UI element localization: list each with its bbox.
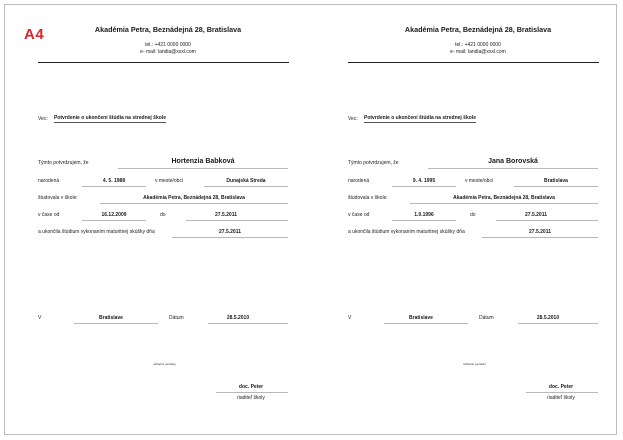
header-divider [348, 62, 599, 63]
to-underline [496, 220, 598, 221]
place-underline [384, 323, 468, 324]
to-label: do [470, 212, 476, 218]
born-date: 9. 4. 1995 [412, 178, 436, 184]
exam-date: 27.5.2011 [219, 229, 241, 235]
confirm-label: Týmto potvrdzujem, že [38, 160, 89, 166]
exam-label: a ukončila štúdium vykonaním maturitnej skúšky dňa [348, 229, 465, 235]
date-underline [518, 323, 598, 324]
to-label: do [160, 212, 166, 218]
date-label: Dátum [479, 315, 494, 321]
exam-underline [172, 237, 288, 238]
header-phone: tel.: +421 0000 0000 [455, 42, 501, 48]
signature-line [526, 392, 598, 393]
place-label: V [38, 315, 42, 321]
born-date: 4. 5. 1988 [102, 178, 126, 184]
institution-header: Akadémia Petra, Beznádejná 28, Bratislava [94, 25, 242, 34]
born-underline [82, 186, 146, 187]
from-date: 16.12.2009 [101, 212, 127, 218]
studied-label: študovala v škole: [348, 195, 388, 201]
signer-name: doc. Peter [548, 384, 574, 390]
place-label: V [348, 315, 352, 321]
city-underline [514, 186, 598, 187]
born-underline [392, 186, 456, 187]
place: Bratislave [409, 315, 433, 321]
school-underline [410, 203, 598, 204]
from-date: 1.9.1996 [414, 212, 434, 218]
born-label: narodená [38, 178, 60, 184]
exam-label: a ukončila štúdium vykonaním maturitnej skúšky dňa [38, 229, 155, 235]
exam-date: 27.5.2011 [529, 229, 551, 235]
signature-line [216, 392, 288, 393]
signer-role: riaditeľ školy [547, 395, 575, 401]
signer-name: doc. Peter [238, 384, 264, 390]
subject-text: Potvrdenie o ukončení štúdia na strednej škole [54, 115, 166, 121]
institution-header: Akadémia Petra, Beznádejná 28, Bratislava [404, 25, 552, 34]
confirm-label: Týmto potvrdzujem, že [348, 160, 399, 166]
header-divider [38, 62, 289, 63]
stamp-note: odtlačok pečiatky [463, 362, 487, 366]
from-underline [82, 220, 146, 221]
issue-date: 28.5.2010 [226, 315, 250, 321]
city-underline [204, 186, 288, 187]
document-sheet [4, 4, 617, 435]
stamp-note: odtlačok pečiatky [153, 362, 177, 366]
subject-label: Vec: [348, 116, 358, 122]
page-size-badge: A4 [24, 26, 45, 43]
header-phone: tel.: +421 0000 0000 [145, 42, 191, 48]
date-underline [208, 323, 288, 324]
to-date: 27.5.2011 [525, 212, 547, 218]
born-label: narodená [348, 178, 370, 184]
city-label: v meste/obci [465, 178, 494, 184]
from-label: v čase od [348, 212, 370, 218]
school-name: Akadémia Petra, Beznádejná 28, Bratislava [453, 195, 555, 201]
subject-label: Vec: [38, 116, 48, 122]
birth-city: Dunajská Streda [226, 178, 266, 184]
subject-text: Potvrdenie o ukončení štúdia na strednej škole [364, 115, 476, 121]
certificate-page-1 [38, 5, 298, 436]
studied-label: študovala v škole: [38, 195, 78, 201]
to-underline [186, 220, 288, 221]
name-underline [118, 168, 288, 169]
school-underline [100, 203, 288, 204]
from-underline [392, 220, 456, 221]
birth-city: Bratislava [544, 178, 568, 184]
signer-role: riaditeľ školy [237, 395, 265, 401]
issue-date: 28.5.2010 [536, 315, 560, 321]
name-underline [428, 168, 598, 169]
date-label: Dátum [169, 315, 184, 321]
school-name: Akadémia Petra, Beznádejná 28, Bratislava [143, 195, 245, 201]
place-underline [74, 323, 158, 324]
certificate-page-2 [348, 5, 608, 436]
from-label: v čase od [38, 212, 60, 218]
to-date: 27.5.2011 [215, 212, 237, 218]
student-name: Hortenzia Babková [171, 158, 235, 165]
student-name: Jana Borovská [488, 158, 538, 165]
city-label: v meste/obci [155, 178, 184, 184]
place: Bratislave [99, 315, 123, 321]
header-email: e- mail: landia@xxxl.com [140, 49, 196, 55]
exam-underline [482, 237, 598, 238]
header-email: e- mail: landia@xxxl.com [450, 49, 506, 55]
